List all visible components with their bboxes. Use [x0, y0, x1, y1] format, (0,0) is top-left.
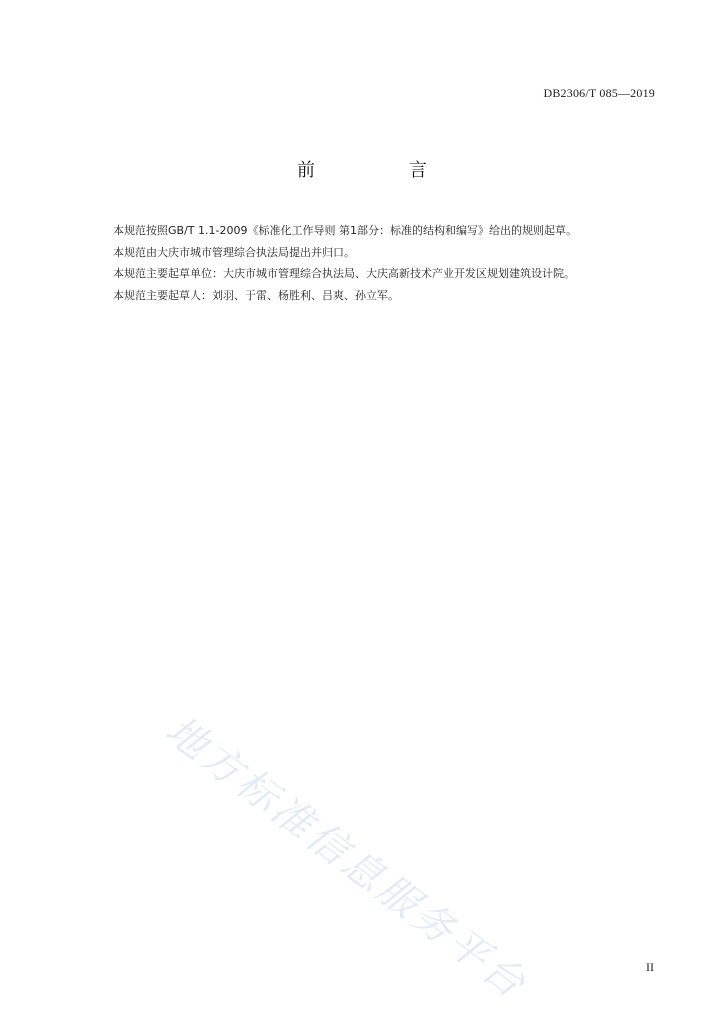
- page-title: 前 言: [297, 160, 465, 181]
- foreword-body: [113, 220, 673, 306]
- paragraph-drafters: 本规范主要起草人：刘羽、于雷、杨胜利、吕爽、孙立军。: [113, 288, 399, 302]
- paragraph-proposer: 本规范由大庆市城市管理综合执法局提出并归口。: [113, 245, 355, 259]
- page-number: II: [646, 960, 654, 974]
- watermark: 地方标准信息服务平台: [156, 707, 536, 1009]
- paragraph-drafting-units: 本规范主要起草单位：大庆市城市管理综合执法局、大庆高新技术产业开发区规划建筑设计院。: [113, 267, 575, 280]
- document-code: DB2306/T 085—2019: [543, 86, 655, 100]
- paragraph-drafting-rules: 本规范按照GB/T 1.1-2009《标准化工作导则 第1部分：标准的结构和编写》给出的规则起草。: [113, 224, 577, 237]
